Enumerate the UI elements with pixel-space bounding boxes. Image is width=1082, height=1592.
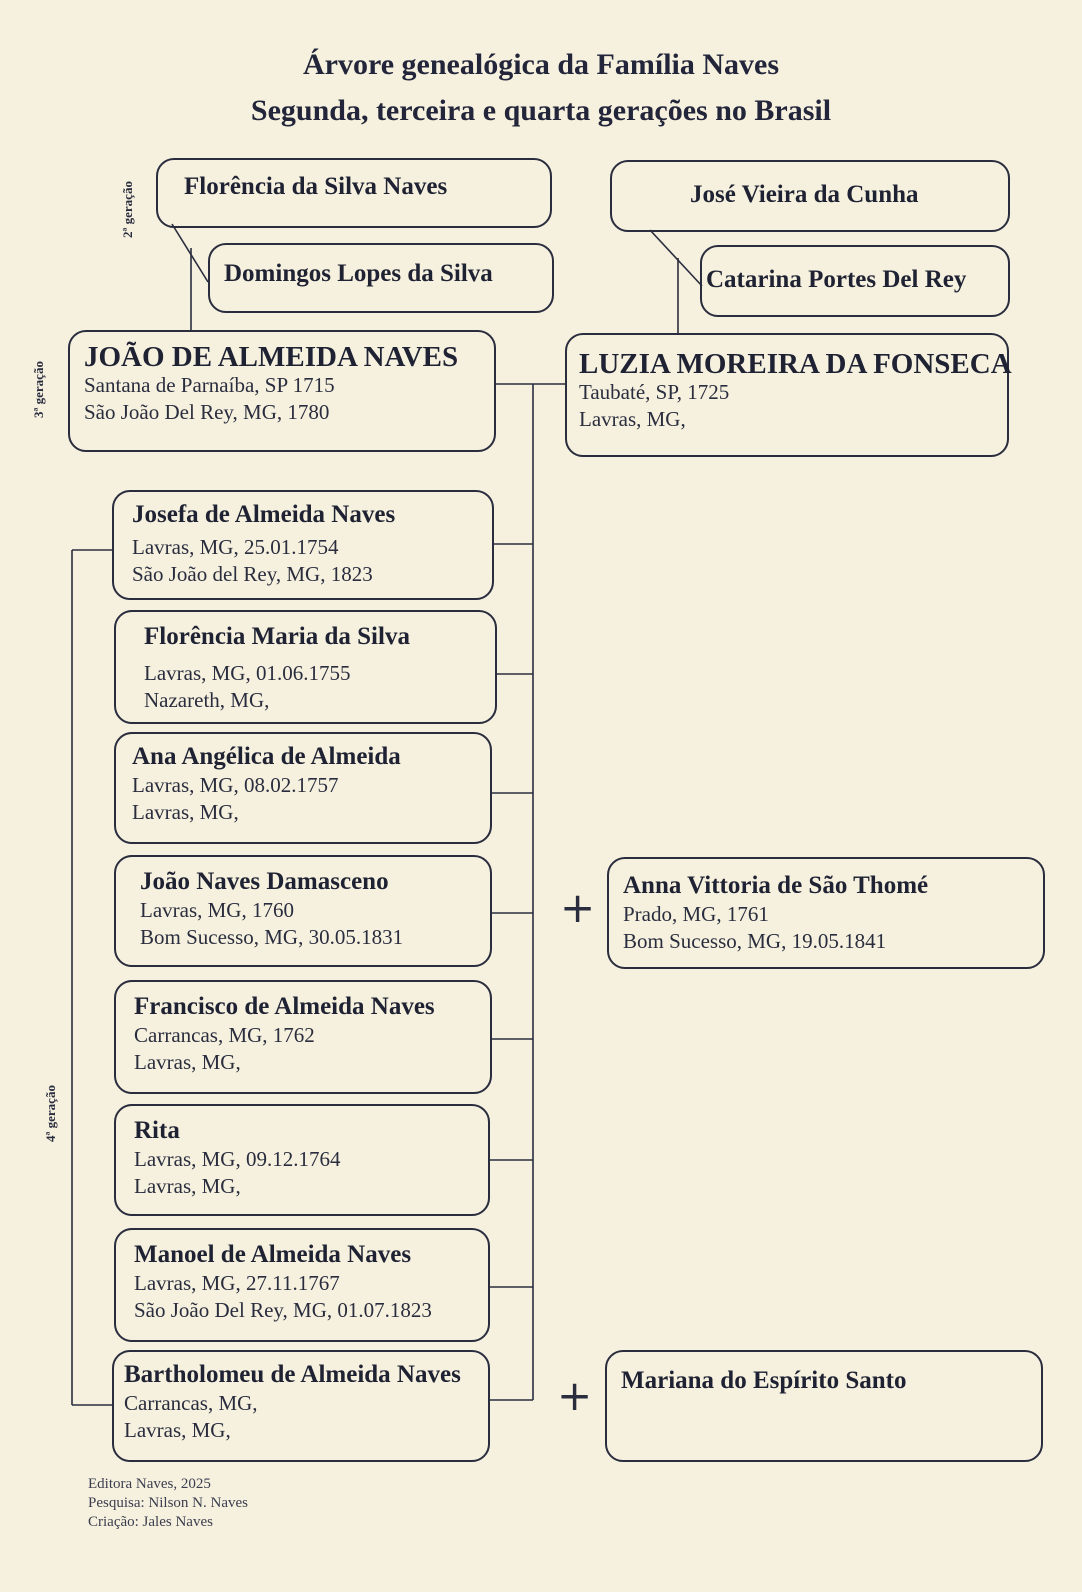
- person-death: Lavras, MG,: [134, 1050, 241, 1074]
- label-4th-generation: 4ª geração: [43, 1085, 58, 1142]
- person-birth: Lavras, MG, 08.02.1757: [132, 773, 339, 797]
- person-birth: Prado, MG, 1761: [623, 902, 769, 926]
- box-child-josefa: [112, 490, 494, 600]
- person-birth: Lavras, MG, 25.01.1754: [132, 535, 339, 559]
- person-death: Lavras, MG,: [124, 1418, 231, 1442]
- person-death: São João Del Rey, MG, 01.07.1823: [134, 1298, 432, 1322]
- person-birth: Carrancas, MG,: [124, 1391, 258, 1415]
- person-death: Lavras, MG,: [132, 800, 239, 824]
- person-death: Lavras, MG,: [134, 1174, 241, 1198]
- person-name: Florência da Silva Naves: [184, 173, 448, 200]
- box-child-manoel: [114, 1228, 490, 1342]
- person-name: JOÃO DE ALMEIDA NAVES: [84, 341, 459, 373]
- person-name: João Naves Damasceno: [140, 868, 389, 895]
- box-child-francisco: [114, 980, 492, 1094]
- person-birth: Santana de Parnaíba, SP 1715: [84, 373, 335, 397]
- person-name: Catarina Portes Del Rey: [706, 266, 967, 293]
- box-child-ana-angelica: [114, 732, 492, 844]
- person-birth: Taubaté, SP, 1725: [579, 380, 730, 404]
- box-joao-de-almeida-naves: [68, 330, 496, 452]
- person-name: Josefa de Almeida Naves: [132, 501, 396, 528]
- person-death: Nazareth, MG,: [144, 688, 270, 712]
- box-child-rita: [114, 1104, 490, 1216]
- person-death: Lavras, MG,: [579, 407, 686, 431]
- box-child-bartholomeu: [112, 1350, 490, 1462]
- box-florencia-da-silva-naves: [156, 158, 552, 228]
- person-name: José Vieira da Cunha: [690, 181, 919, 208]
- person-name: Francisco de Almeida Naves: [134, 993, 435, 1020]
- person-death: Bom Sucesso, MG, 19.05.1841: [623, 929, 887, 953]
- page-title-line1: Árvore genealógica da Família Naves: [302, 48, 780, 81]
- box-jose-vieira-da-cunha: [610, 160, 1010, 232]
- box-domingos-lopes-da-silva: [208, 243, 554, 313]
- box-child-florencia-maria: [114, 610, 497, 724]
- person-birth: Lavras, MG, 27.11.1767: [134, 1271, 340, 1295]
- label-2nd-generation: 2ª geração: [120, 181, 135, 238]
- person-death: São João Del Rey, MG, 1780: [84, 400, 330, 424]
- person-name: Anna Vittoria de São Thomé: [623, 872, 929, 899]
- person-name: Mariana do Espírito Santo: [621, 1367, 907, 1394]
- box-spouse-mariana: [605, 1350, 1043, 1462]
- connector-jose-catarina: [650, 230, 702, 286]
- credit-publisher: Editora Naves, 2025: [88, 1476, 211, 1492]
- marriage-plus-sign: +: [557, 1371, 593, 1420]
- person-death: São João del Rey, MG, 1823: [132, 562, 373, 586]
- box-luzia-moreira-da-fonseca: [565, 333, 1012, 457]
- credit-research: Pesquisa: Nilson N. Naves: [88, 1495, 248, 1511]
- person-name: Domingos Lopes da Silva: [224, 260, 493, 287]
- credit-creation: Criação: Jales Naves: [88, 1514, 213, 1530]
- person-birth: Carrancas, MG, 1762: [134, 1023, 315, 1047]
- box-child-joao-naves-damasceno: [114, 855, 492, 967]
- person-birth: Lavras, MG, 1760: [140, 898, 294, 922]
- person-birth: Lavras, MG, 01.06.1755: [144, 661, 351, 685]
- person-name: LUZIA MOREIRA DA FONSECA: [579, 348, 1012, 380]
- credits: [88, 1475, 248, 1532]
- person-name: Ana Angélica de Almeida: [132, 743, 401, 770]
- person-name: Bartholomeu de Almeida Naves: [124, 1361, 461, 1388]
- person-name: Manoel de Almeida Naves: [134, 1241, 412, 1268]
- page-title-line2: Segunda, terceira e quarta gerações no Brasil: [250, 94, 832, 127]
- box-catarina-portes-del-rey: [700, 245, 1010, 317]
- person-name: Rita: [134, 1117, 180, 1144]
- person-name: Florência Maria da Silva: [144, 623, 410, 650]
- connector-florencia-domingos: [172, 224, 208, 282]
- marriage-plus-sign: +: [560, 883, 596, 932]
- person-birth: Lavras, MG, 09.12.1764: [134, 1147, 341, 1171]
- person-death: Bom Sucesso, MG, 30.05.1831: [140, 925, 404, 949]
- box-spouse-anna-vittoria: [607, 857, 1045, 969]
- label-3rd-generation: 3ª geração: [31, 361, 46, 418]
